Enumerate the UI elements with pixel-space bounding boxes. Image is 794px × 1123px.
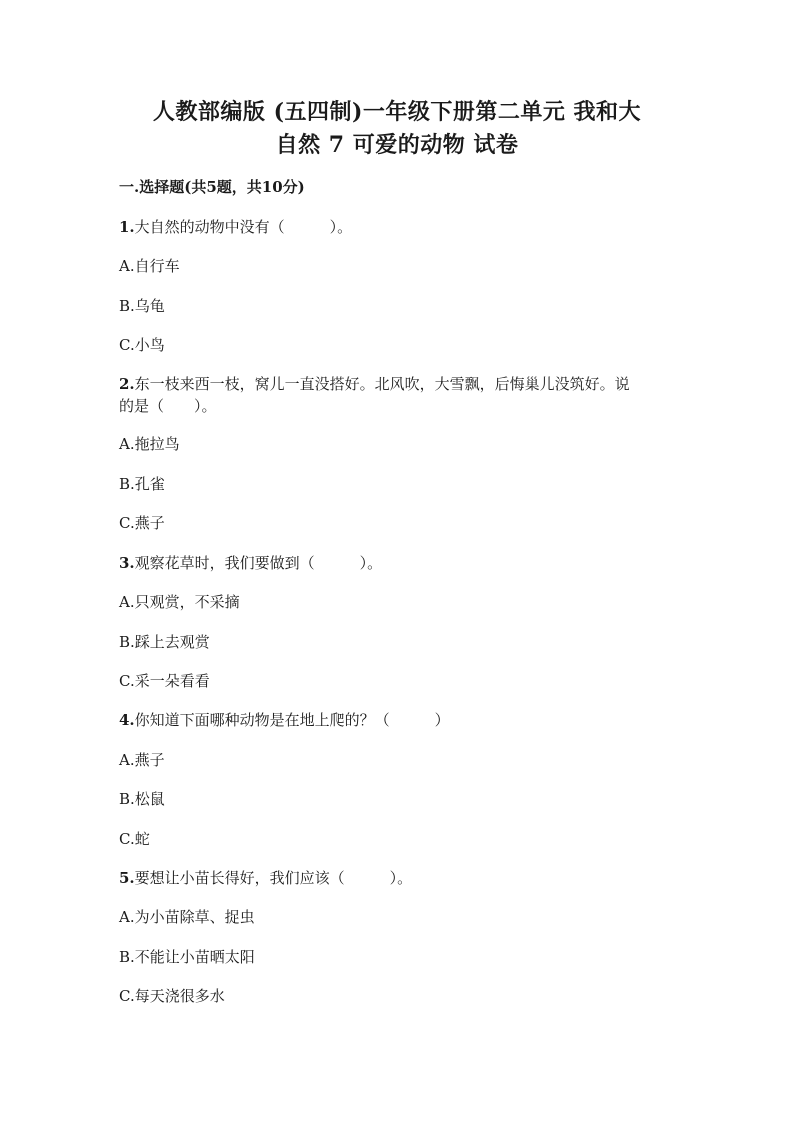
question-1-option-b: B.乌龟 bbox=[119, 297, 165, 315]
question-4-option-b: B.松鼠 bbox=[119, 790, 165, 808]
question-text: 要想让小苗长得好，我们应该（ ）。 bbox=[134, 869, 413, 887]
question-5-option-a: A.为小苗除草、捉虫 bbox=[119, 908, 255, 926]
question-number: 4. bbox=[119, 711, 135, 729]
question-number: 1. bbox=[119, 218, 135, 236]
question-text: 观察花草时，我们要做到（ ）。 bbox=[134, 554, 383, 572]
question-text: 你知道下面哪种动物是在地上爬的？（ ） bbox=[134, 711, 450, 729]
page-title-line-2: 自然 7 可爱的动物 试卷 bbox=[275, 132, 519, 158]
question-3-option-c: C.采一朵看看 bbox=[119, 672, 210, 690]
page-title-line-1: 人教部编版 (五四制)一年级下册第二单元 我和大 bbox=[152, 99, 642, 125]
question-5 bbox=[119, 868, 412, 888]
question-2-continued: 的是（ ）。 bbox=[119, 397, 217, 415]
question-1-option-a: A.自行车 bbox=[119, 257, 180, 275]
question-3-option-a: A.只观赏，不采摘 bbox=[119, 593, 240, 611]
question-2-option-a: A.拖拉鸟 bbox=[119, 435, 180, 453]
question-text: 东一枝来西一枝，窝儿一直没搭好。北风吹，大雪飘，后悔巢儿没筑好。说 bbox=[134, 375, 630, 393]
question-text: 大自然的动物中没有（ ）。 bbox=[134, 218, 353, 236]
question-number: 3. bbox=[119, 554, 135, 572]
question-2 bbox=[119, 374, 630, 394]
question-number: 2. bbox=[119, 375, 135, 393]
question-3-option-b: B.踩上去观赏 bbox=[119, 633, 210, 651]
question-5-option-c: C.每天浇很多水 bbox=[119, 987, 225, 1005]
question-4-option-c: C.蛇 bbox=[119, 830, 150, 848]
question-3 bbox=[119, 553, 382, 573]
question-1-option-c: C.小鸟 bbox=[119, 336, 165, 354]
question-5-option-b: B.不能让小苗晒太阳 bbox=[119, 948, 255, 966]
question-number: 5. bbox=[119, 869, 135, 887]
question-4 bbox=[119, 710, 450, 730]
question-4-option-a: A.燕子 bbox=[119, 751, 165, 769]
question-2-option-b: B.孔雀 bbox=[119, 475, 165, 493]
section-heading: 一.选择题(共5题，共10分) bbox=[119, 178, 305, 196]
question-1 bbox=[119, 217, 352, 237]
question-2-option-c: C.燕子 bbox=[119, 514, 165, 532]
